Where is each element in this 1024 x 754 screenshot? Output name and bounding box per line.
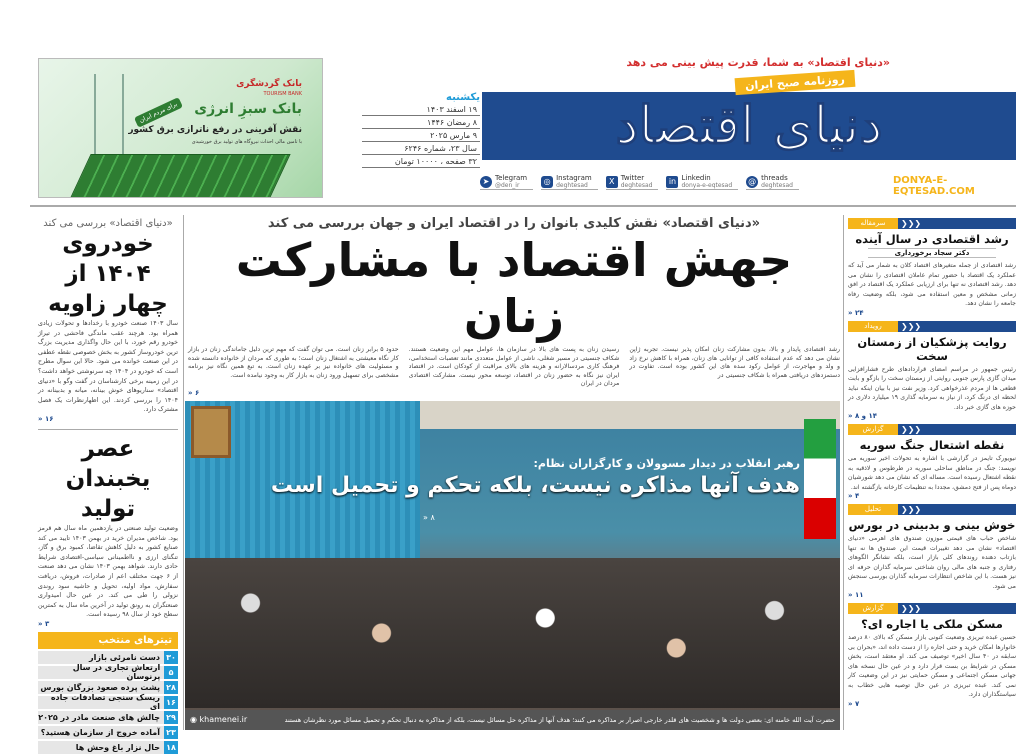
instagram-icon: ◎ <box>541 176 553 188</box>
social-name: Telegram <box>495 173 528 182</box>
issue-info <box>362 92 480 168</box>
brief-body: رشد اقتصادی از جمله متغیرهای اقتصاد کلان به شمار می آید که عملکرد یک اقتصاد با حضور تمام عاملان اقتصادی را نشان می دهد. رشد اقتصادی نه تنها برای ارزیابی عملکرد یک اقتصاد در افق زمانی مشخص و معین استفاده می شود، بلکه وضعیت رفاه جامعه را نشان دهد. <box>848 262 1016 307</box>
page-reference[interactable]: ۴ « <box>848 492 860 500</box>
story-headline[interactable]: خودروی ۱۴۰۴ از چهار زاویه <box>48 231 168 317</box>
chevrons-icon: ❮❮❮ <box>898 424 1016 435</box>
social-links <box>480 172 880 192</box>
pick-item[interactable] <box>38 711 178 724</box>
pick-title: دست نامرئی بازار <box>88 652 160 662</box>
page-reference[interactable]: ۶ « <box>188 388 200 397</box>
brief-section <box>848 218 1016 317</box>
pick-title: حال نزار باغ وحش ها <box>75 742 160 752</box>
telegram-icon: ➤ <box>480 176 492 188</box>
pick-title: ارتعاش تجاری در سال پرنوسان <box>72 663 161 682</box>
brief-section <box>848 321 1016 421</box>
weekday: یکشنبه <box>446 92 480 103</box>
social-twitter[interactable] <box>606 175 659 190</box>
section-label: گزارش <box>848 603 898 614</box>
section-header <box>848 424 1016 435</box>
brief-section <box>848 603 1016 708</box>
gregorian-date: ۹ مارس ۲۰۲۵ <box>362 129 480 142</box>
pick-page: ۲۹ <box>164 711 178 724</box>
story-body: وضعیت تولید صنعتی در یازدهمین ماه سال هم قرمز بود. شاخص مدیران خرید در بهمن ۱۴۰۳ تایید می کند صنایع کشور به دلیل کاهش تقاضا، کمبود برق و گاز، تنگنای ارزی و نااطمینانی سیاسی-اقتصادی شرایط حادی دارند. شواهد بهمن ۱۴۰۳ نشان می دهد صنعت از ۶ جهت مختلف اعم از صادرات، فروش، دریافت سفارش، مواد اولیه، تحویل و حاشیه سود روندی نزولی را طی می کند. در عین حال امیدواری صنعتگران به رونق تولید در آخرین ماه سال به کمترین سطح خود از سال ۹۸ رسیده است. <box>38 524 178 619</box>
photo-caption: حضرت آیت الله خامنه ای: بعضی دولت ها و شخصیت های قلدر خارجی اصرار بر مذاکره می کنند؛ هدف آنها از مذاکره حل مسائل نیست، بلکه از مذاکره به دنبال تحکم و تحمیل مسائل مورد نظرشان هستند <box>284 716 835 724</box>
pick-item[interactable] <box>38 681 178 694</box>
section-label: گزارش <box>848 424 898 435</box>
social-telegram[interactable] <box>480 175 533 190</box>
lead-body-column: رشد اقتصادی پایدار و بالا، بدون مشارکت زنان امکان پذیر نیست. تجربه ژاپن نشان می دهد که عدم استفاده کافی از توانایی های زنان، همراه با کاهش نرخ زاد و ولد و مهاجرت، از عوامل رکود سده های این کشور بوده است. تفاوت در دستمزدهای دریافتی همراه با شکاف جنسیتی در <box>629 346 840 379</box>
lead-body-column: حدود ۵ برابر زنان است. می توان گفت که مهم ترین دلیل جاماندگی زنان در بازار کار نگاه معیشتی به اشتغال زنان است؛ به طوری که مردان از خانواده دانسته شده و مسئولیت های خانواده نیز بر عهده زنان است. به تبع همین نگاه نیز برنامه مشخصی برای تسهیل ورود زنان به بازار کار به وجود نیامده است. <box>187 346 399 379</box>
linkedin-icon: in <box>666 176 678 188</box>
photo-headline[interactable]: هدف آنها مذاکره نیست، بلکه تحکم و تحمیل است <box>270 473 800 498</box>
pick-item[interactable] <box>38 663 178 682</box>
column-divider <box>183 215 184 730</box>
brief-body: حسین عبده تبریزی وضعیت کنونی بازار مسکن که بالای ۸۰ درصد خانوارها امکان خرید و حتی اجاره را از دست داده اند، «بحران بی سابقه در ۴۰ سال اخیر» توصیف می کند. او معتقد است، بخش مسکن در شرایط بن بست قرار دارد و در عین حال نسخه های جهانی مسکن اجتماعی و مسکن حمایتی نیز در این وضعیت کار نمی کند. عبده تبریزی در عین حال توصیه هایی خطاب به سیاستگذاران دارد. <box>848 634 1016 698</box>
pick-item[interactable] <box>38 693 178 712</box>
right-column <box>848 218 1016 712</box>
masthead-subtitle: روزنامه صبح ایران <box>735 70 856 95</box>
column-divider <box>843 215 844 730</box>
social-threads[interactable] <box>746 175 799 190</box>
ad-subtext: با تامین مالی احداث نیروگاه های تولید برق خورشیدی <box>191 139 302 145</box>
page-reference[interactable]: ۷ « <box>848 699 860 708</box>
pick-item[interactable] <box>38 651 178 664</box>
section-header <box>848 603 1016 614</box>
pick-title: ریسک سنجی تصادفات جاده ای <box>50 693 160 712</box>
brief-headline[interactable]: خوش بینی و بدبینی در بورس <box>848 518 1016 532</box>
section-label: تحلیل <box>848 504 898 515</box>
chevrons-icon: ❮❮❮ <box>898 321 1016 332</box>
pick-page: ۲۳ <box>164 726 178 739</box>
brief-section <box>848 504 1016 599</box>
threads-icon: @ <box>748 176 757 186</box>
pick-page: ۲۸ <box>164 681 178 694</box>
page-reference[interactable]: ۲۴ « <box>848 308 864 317</box>
byline: دکتر سجاد برخورداری <box>868 248 996 258</box>
photo-source <box>190 710 247 730</box>
story-kicker: «دنیای اقتصاد» بررسی می کند <box>43 218 173 229</box>
page-reference[interactable]: ۱۶ « <box>38 414 54 423</box>
left-column <box>38 218 178 754</box>
pick-item[interactable] <box>38 741 178 754</box>
brief-body: نیویورک تایمز در گزارشی با اشاره به تحولات اخیر سوریه می نویسد: جنگ در مناطق ساحلی سوریه در طرطوس و لاذقیه به نقطه اشتعال رسیده است. مساله ای که نشان می دهد شورشیان دوماه پس از فتح دمشق، مجددا به تنظیمات کارخانه بازگشته اند. <box>848 455 1016 491</box>
ad-brand: بانک سبزِ انرژی <box>194 101 302 117</box>
section-header <box>848 504 1016 515</box>
social-handle: deghtesad <box>556 181 588 189</box>
selected-headlines-title: تیترهای منتخب <box>38 632 178 649</box>
page-reference[interactable]: ۱۴ و ۸ « <box>848 412 878 420</box>
chevrons-icon: ❮❮❮ <box>898 603 1016 614</box>
pick-item[interactable] <box>38 726 178 739</box>
wall-background <box>420 401 840 429</box>
chevrons-icon: ❮❮❮ <box>898 218 1016 229</box>
lead-kicker: «دنیای اقتصاد» نقش کلیدی بانوان را در اقتصاد ایران و جهان بررسی می کند <box>267 216 761 231</box>
portrait-frame <box>191 406 231 458</box>
lead-body <box>188 346 840 389</box>
brief-headline[interactable]: روایت پزشکیان از زمستان سخت <box>857 334 1007 363</box>
price: ۳۲ صفحه ، ۱۰۰۰۰ تومان <box>362 155 480 168</box>
ad-badge: برای مردم ایران <box>134 97 183 128</box>
ad-bank-name-en: TOURISM BANK <box>263 91 302 97</box>
lead-photo[interactable] <box>185 401 840 730</box>
photo-page-reference[interactable]: ۸ « <box>423 513 435 522</box>
section-header <box>848 218 1016 229</box>
solar-panel-graphic <box>67 154 290 198</box>
brief-headline[interactable]: مسکن ملکی یا اجاره ای؟ <box>861 617 1003 631</box>
pick-page: ۱۶ <box>164 696 178 709</box>
brief-body: شاخص حباب های قیمتی موزون صندوق های اهرمی «دنیای اقتصاد» نشان می دهد تغییرات قیمت این صندوق ها نه تنها بازتاب دهنده روندهای کلی بازار است، بلکه نشانگر الگوهای رفتاری و جنبه های مالی روان شناختی سرمایه گذاران حرفه ای نیز هست. با این شاخص انتظارات سرمایه گذاران بورسی سنجش می شود. <box>848 535 1016 590</box>
story-headline[interactable]: عصر یخبندان تولید <box>65 435 151 522</box>
page-reference[interactable]: ۳ « <box>38 619 50 628</box>
masthead-tagline: «دنیای اقتصاد» به شما، قدرت پیش بینی می دهد <box>626 56 890 69</box>
brief-headline[interactable]: نقطه اشتعال جنگ سوریه <box>859 438 1005 452</box>
social-handle: donya-e-eqtesad <box>681 181 733 189</box>
bank-advertisement[interactable] <box>38 58 323 198</box>
pick-page: ۵ <box>164 666 178 679</box>
brief-body: رئیس جمهور در مراسم امضای قراردادهای طرح فشارافزایی میدان گازی پارس جنوبی روایتی از زمستان سخت را بازگو و بابت قطعی ها از مردم عذرخواهی کرد. وزیر نفت نیز با بیان اینکه نباید لحظه ای درنگ کرد، از نیاز به سرمایه گذاری ۱۹ میلیارد دلاری در حوزه های گازی خبر داد. <box>848 365 1016 411</box>
selected-headlines <box>38 632 178 754</box>
camera-icon: ◉ <box>190 715 200 724</box>
lead-headline[interactable]: جهش اقتصاد با مشارکت زنان <box>235 233 793 343</box>
social-instagram[interactable] <box>541 175 598 190</box>
masthead-divider <box>30 205 1016 207</box>
section-header <box>848 321 1016 332</box>
newspaper-logo: دنیای اقتصاد <box>615 95 883 156</box>
photo-caption-bar <box>185 710 840 730</box>
social-name: Instagram <box>556 173 592 182</box>
story-body: سال ۱۴۰۳ صنعت خودرو با رخدادها و تحولات زیادی همراه بود. هرچند عقب ماندگی فاحشی در تیراژ خودرو رقم خورد، با این حال واگذاری مدیریت بزرگ ترین خودروساز کشور به بخش خصوصی نقطه عطفی در این صنعت خوانده می شود. حالا این سوال مطرح است که خودرو در ۱۴۰۴ چه سرنوشتی خواهد داشت؟ در این زمینه برخی کارشناسان در گفت وگو با «دنیای اقتصاد» سناریوهای خوش بینانه، میانه و بدبینانه در ۱۴۰۴ را بررسی کردند. این اظهارنظرات یک فصل مشترک دارد. <box>38 320 178 414</box>
social-name: threads <box>761 173 788 182</box>
pick-page: ۳۰ <box>164 651 178 664</box>
brief-headline[interactable]: رشد اقتصادی در سال آینده <box>855 232 1009 246</box>
twitter-x-icon: X <box>606 176 618 188</box>
social-handle: deghtesad <box>761 181 793 189</box>
page-reference[interactable]: ۱۱ « <box>848 591 864 599</box>
audience-crowd <box>185 558 840 708</box>
pick-page: ۱۸ <box>164 741 178 754</box>
social-handle: @den_ir <box>495 181 520 189</box>
issue-number: سال ۲۳، شماره ۶۲۴۶ <box>362 142 480 155</box>
photo-source-text: khamenei.ir <box>199 715 248 724</box>
brief-section <box>848 424 1016 500</box>
ad-bank-name: بانک گردشگری <box>236 79 302 89</box>
social-handle: deghtesad <box>620 181 653 189</box>
social-linkedin[interactable] <box>666 175 738 190</box>
pick-title: پشت پرده صعود بزرگان بورس <box>40 682 160 692</box>
pick-title: چالش های صنعت مادر در ۲۰۲۵ <box>38 712 160 722</box>
photo-subhead: رهبر انقلاب در دیدار مسوولان و کارگزاران نظام: <box>533 457 800 470</box>
iran-flag <box>804 419 836 539</box>
section-label: رویداد <box>848 321 898 332</box>
ad-slogan: نقش آفرینی در رفع ناترازی برق کشور <box>128 125 302 135</box>
website-link[interactable]: DONYA-E-EQTESAD.COM <box>893 175 975 197</box>
solar-date: ۱۹ اسفند ۱۴۰۳ <box>362 103 480 116</box>
divider <box>38 429 178 430</box>
lead-story <box>188 216 840 397</box>
section-label: سرمقاله <box>848 218 898 229</box>
social-name: Linkedin <box>681 173 711 182</box>
chevrons-icon: ❮❮❮ <box>898 504 1016 515</box>
pick-title: آماده خروج از سازمان هستید؟ <box>40 727 160 737</box>
social-name: Twitter <box>620 173 645 182</box>
lunar-date: ۸ رمضان ۱۴۴۶ <box>362 116 480 129</box>
lead-body-column: رسیدن زنان به پست های بالا در سازمان ها، عوامل مهم این وضعیت هستند. شکاف جنسیتی در مسیر شغلی، ناشی از عوامل متعددی مانند تعصبات استخدامی، فرهنگ کاری مردسالارانه و هزینه های بالای مراقبت از کودکان است. در اقتصاد ایران نیز نگاه به حضور زنان در اقتصاد، توسعه محور نیست. مشارکت اقتصادی مردان در ایران <box>408 346 620 388</box>
